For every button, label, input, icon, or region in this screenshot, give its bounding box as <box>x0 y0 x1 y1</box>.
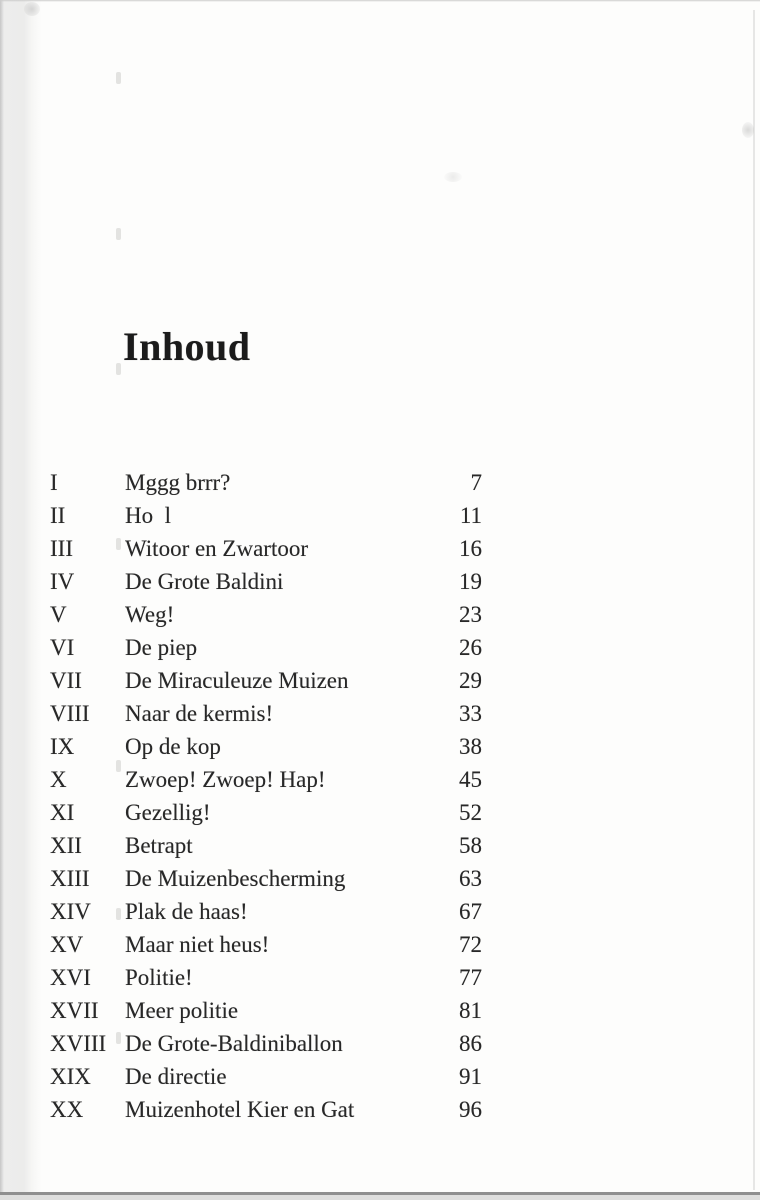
chapter-page-number: 11 <box>459 503 482 528</box>
chapter-numeral: VIII <box>50 701 90 726</box>
scan-margin-mark <box>116 228 121 240</box>
chapter-page-number: 33 <box>459 701 482 726</box>
chapter-page-number: 29 <box>459 668 482 693</box>
chapter-page-number: 91 <box>459 1064 482 1089</box>
chapter-numeral: II <box>50 503 66 528</box>
chapter-numeral: X <box>50 767 67 792</box>
chapter-page-number: 26 <box>459 635 482 660</box>
chapter-title: Mggg brrr? <box>125 470 231 495</box>
scan-smudge <box>24 2 40 16</box>
chapter-numeral: XVI <box>50 965 91 990</box>
chapter-numeral: IV <box>50 569 75 594</box>
chapter-title: Maar niet heus! <box>125 932 270 957</box>
chapter-title: Op de kop <box>125 734 221 759</box>
scan-top-edge <box>0 0 760 2</box>
chapter-title: Politie! <box>125 965 193 990</box>
toc-row <box>50 796 482 829</box>
toc-row <box>50 565 482 598</box>
chapter-title: De piep <box>125 635 198 660</box>
toc-row <box>50 499 482 532</box>
chapter-page-number: 63 <box>459 866 482 891</box>
chapter-page-number: 19 <box>459 569 482 594</box>
chapter-numeral: XI <box>50 800 75 825</box>
chapter-title: De directie <box>125 1064 227 1089</box>
table-of-contents <box>50 466 482 1126</box>
toc-row <box>50 1060 482 1093</box>
toc-row <box>50 598 482 631</box>
chapter-page-number: 38 <box>459 734 482 759</box>
scan-left-band <box>0 0 42 1200</box>
scan-margin-mark <box>116 72 121 84</box>
chapter-numeral: IX <box>50 734 75 759</box>
chapter-title: Ho l <box>125 503 171 528</box>
chapter-page-number: 96 <box>459 1097 482 1122</box>
chapter-page-number: 52 <box>459 800 482 825</box>
chapter-page-number: 45 <box>459 767 482 792</box>
chapter-title: Meer politie <box>125 998 239 1023</box>
toc-row <box>50 994 482 1027</box>
scan-smudge <box>444 172 462 182</box>
chapter-title: Betrapt <box>125 833 193 858</box>
scan-margin-mark <box>116 363 121 375</box>
toc-row <box>50 1093 482 1126</box>
chapter-numeral: XII <box>50 833 82 858</box>
page-title: Inhoud <box>123 324 251 369</box>
chapter-page-number: 77 <box>459 965 482 990</box>
chapter-numeral: VI <box>50 635 75 660</box>
toc-row <box>50 895 482 928</box>
chapter-title: Weg! <box>125 602 175 627</box>
chapter-title: De Muizenbescherming <box>125 866 346 891</box>
chapter-title: De Grote-Baldiniballon <box>125 1031 343 1056</box>
chapter-numeral: VII <box>50 668 82 693</box>
toc-row <box>50 1027 482 1060</box>
chapter-numeral: XIV <box>50 899 91 924</box>
chapter-title: Witoor en Zwartoor <box>125 536 309 561</box>
chapter-page-number: 86 <box>459 1031 482 1056</box>
toc-row <box>50 697 482 730</box>
chapter-title: Plak de haas! <box>125 899 248 924</box>
chapter-page-number: 72 <box>459 932 482 957</box>
chapter-page-number: 7 <box>470 470 482 495</box>
toc-row <box>50 961 482 994</box>
toc-row <box>50 532 482 565</box>
chapter-numeral: XIX <box>50 1064 91 1089</box>
chapter-numeral: XVII <box>50 998 99 1023</box>
toc-row <box>50 631 482 664</box>
chapter-title: De Grote Baldini <box>125 569 284 594</box>
toc-row <box>50 928 482 961</box>
scan-right-edge-line <box>753 10 755 1190</box>
chapter-page-number: 81 <box>459 998 482 1023</box>
chapter-page-number: 58 <box>459 833 482 858</box>
chapter-numeral: XV <box>50 932 84 957</box>
chapter-title: Naar de kermis! <box>125 701 274 726</box>
chapter-title: De Miraculeuze Muizen <box>125 668 349 693</box>
toc-row <box>50 730 482 763</box>
chapter-numeral: XX <box>50 1097 84 1122</box>
scan-bottom-edge <box>0 1195 760 1200</box>
chapter-title: Zwoep! Zwoep! Hap! <box>125 767 326 792</box>
chapter-page-number: 23 <box>459 602 482 627</box>
chapter-numeral: I <box>50 470 58 495</box>
chapter-page-number: 67 <box>459 899 482 924</box>
chapter-title: Gezellig! <box>125 800 211 825</box>
toc-row <box>50 664 482 697</box>
toc-row <box>50 466 482 499</box>
toc-row <box>50 763 482 796</box>
chapter-title: Muizenhotel Kier en Gat <box>125 1097 355 1122</box>
toc-row <box>50 829 482 862</box>
scan-smudge <box>742 122 754 138</box>
chapter-numeral: V <box>50 602 67 627</box>
chapter-numeral: XIII <box>50 866 90 891</box>
chapter-numeral: XVIII <box>50 1031 107 1056</box>
chapter-numeral: III <box>50 536 73 561</box>
toc-row <box>50 862 482 895</box>
chapter-page-number: 16 <box>459 536 482 561</box>
